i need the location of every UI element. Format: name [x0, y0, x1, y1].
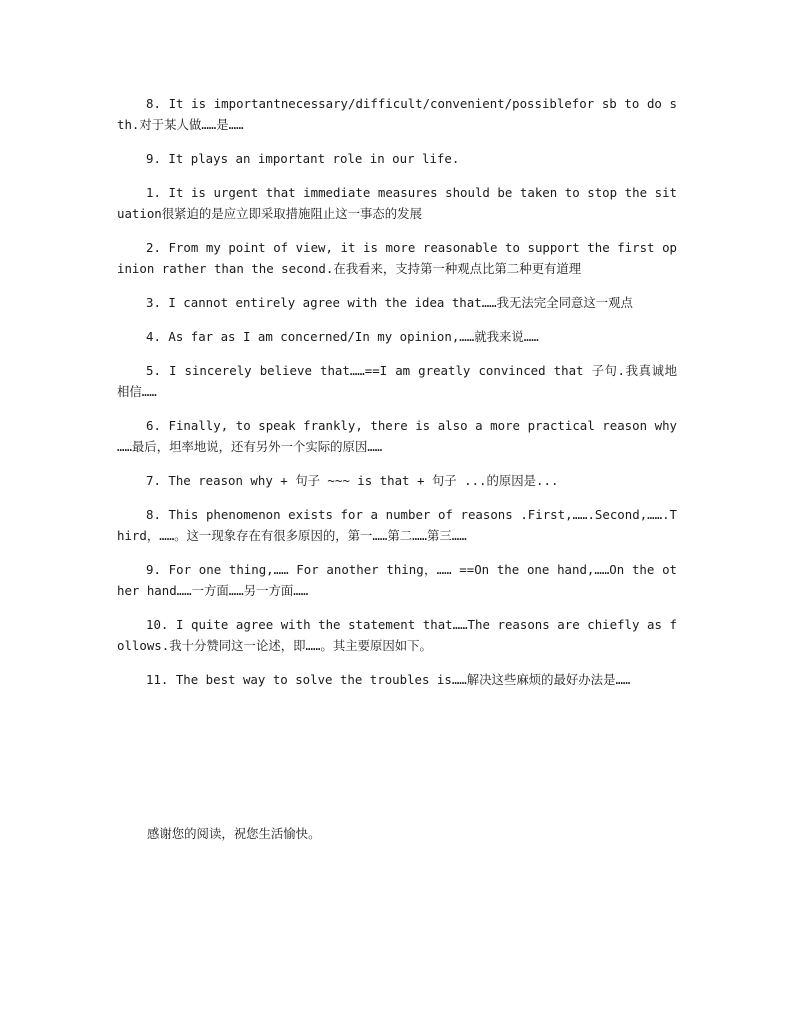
paragraph-13: 11. The best way to solve the troubles is……解决这些麻烦的最好办法是…… — [146, 672, 631, 687]
paragraph-4: 2. From my point of view, it is more reasonable to support the first opinion rather than the second.在我看来，支持第一种观点比第二种更有道理 — [117, 240, 677, 276]
paragraph-7: 5. I sincerely believe that……==I am greatly convinced that 子句.我真诚地相信…… — [117, 363, 677, 399]
paragraph-6: 4. As far as I am concerned/In my opinion,……就我来说…… — [146, 329, 539, 344]
paragraph-1: 8. It is importantnecessary/difficult/convenient/possiblefor sb to do sth.对于某人做……是…… — [117, 96, 677, 132]
paragraph-11: 9. For one thing,…… For another thing，…… ==On the one hand,……On the other hand……一方面……另一方面…… — [117, 562, 677, 598]
paragraph-3: 1. It is urgent that immediate measures should be taken to stop the situation很紧迫的是应立即采取措施阻止这一事态的发展 — [117, 185, 677, 221]
paragraph-5: 3. I cannot entirely agree with the idea that……我无法完全同意这一观点 — [146, 295, 633, 310]
paragraph-2: 9. It plays an important role in our life. — [146, 151, 460, 166]
paragraph-12: 10. I quite agree with the statement that……The reasons are chiefly as follows.我十分赞同这一论述，即……。其主要原因如下。 — [117, 617, 677, 653]
paragraph-9: 7. The reason why + 句子 ~~~ is that + 句子 ...的原因是... — [146, 473, 559, 488]
paragraph-10: 8. This phenomenon exists for a number of reasons .First,…….Second,…….Third，……。这一现象存在有很多原因的，第一……第二……第三…… — [117, 507, 677, 543]
paragraph-8: 6. Finally, to speak frankly, there is also a more practical reason why ……最后，坦率地说，还有另外一个实际的原因…… — [117, 418, 677, 454]
closing-note: 感谢您的阅读，祝您生活愉快。 — [147, 826, 321, 841]
document-body — [117, 93, 677, 703]
